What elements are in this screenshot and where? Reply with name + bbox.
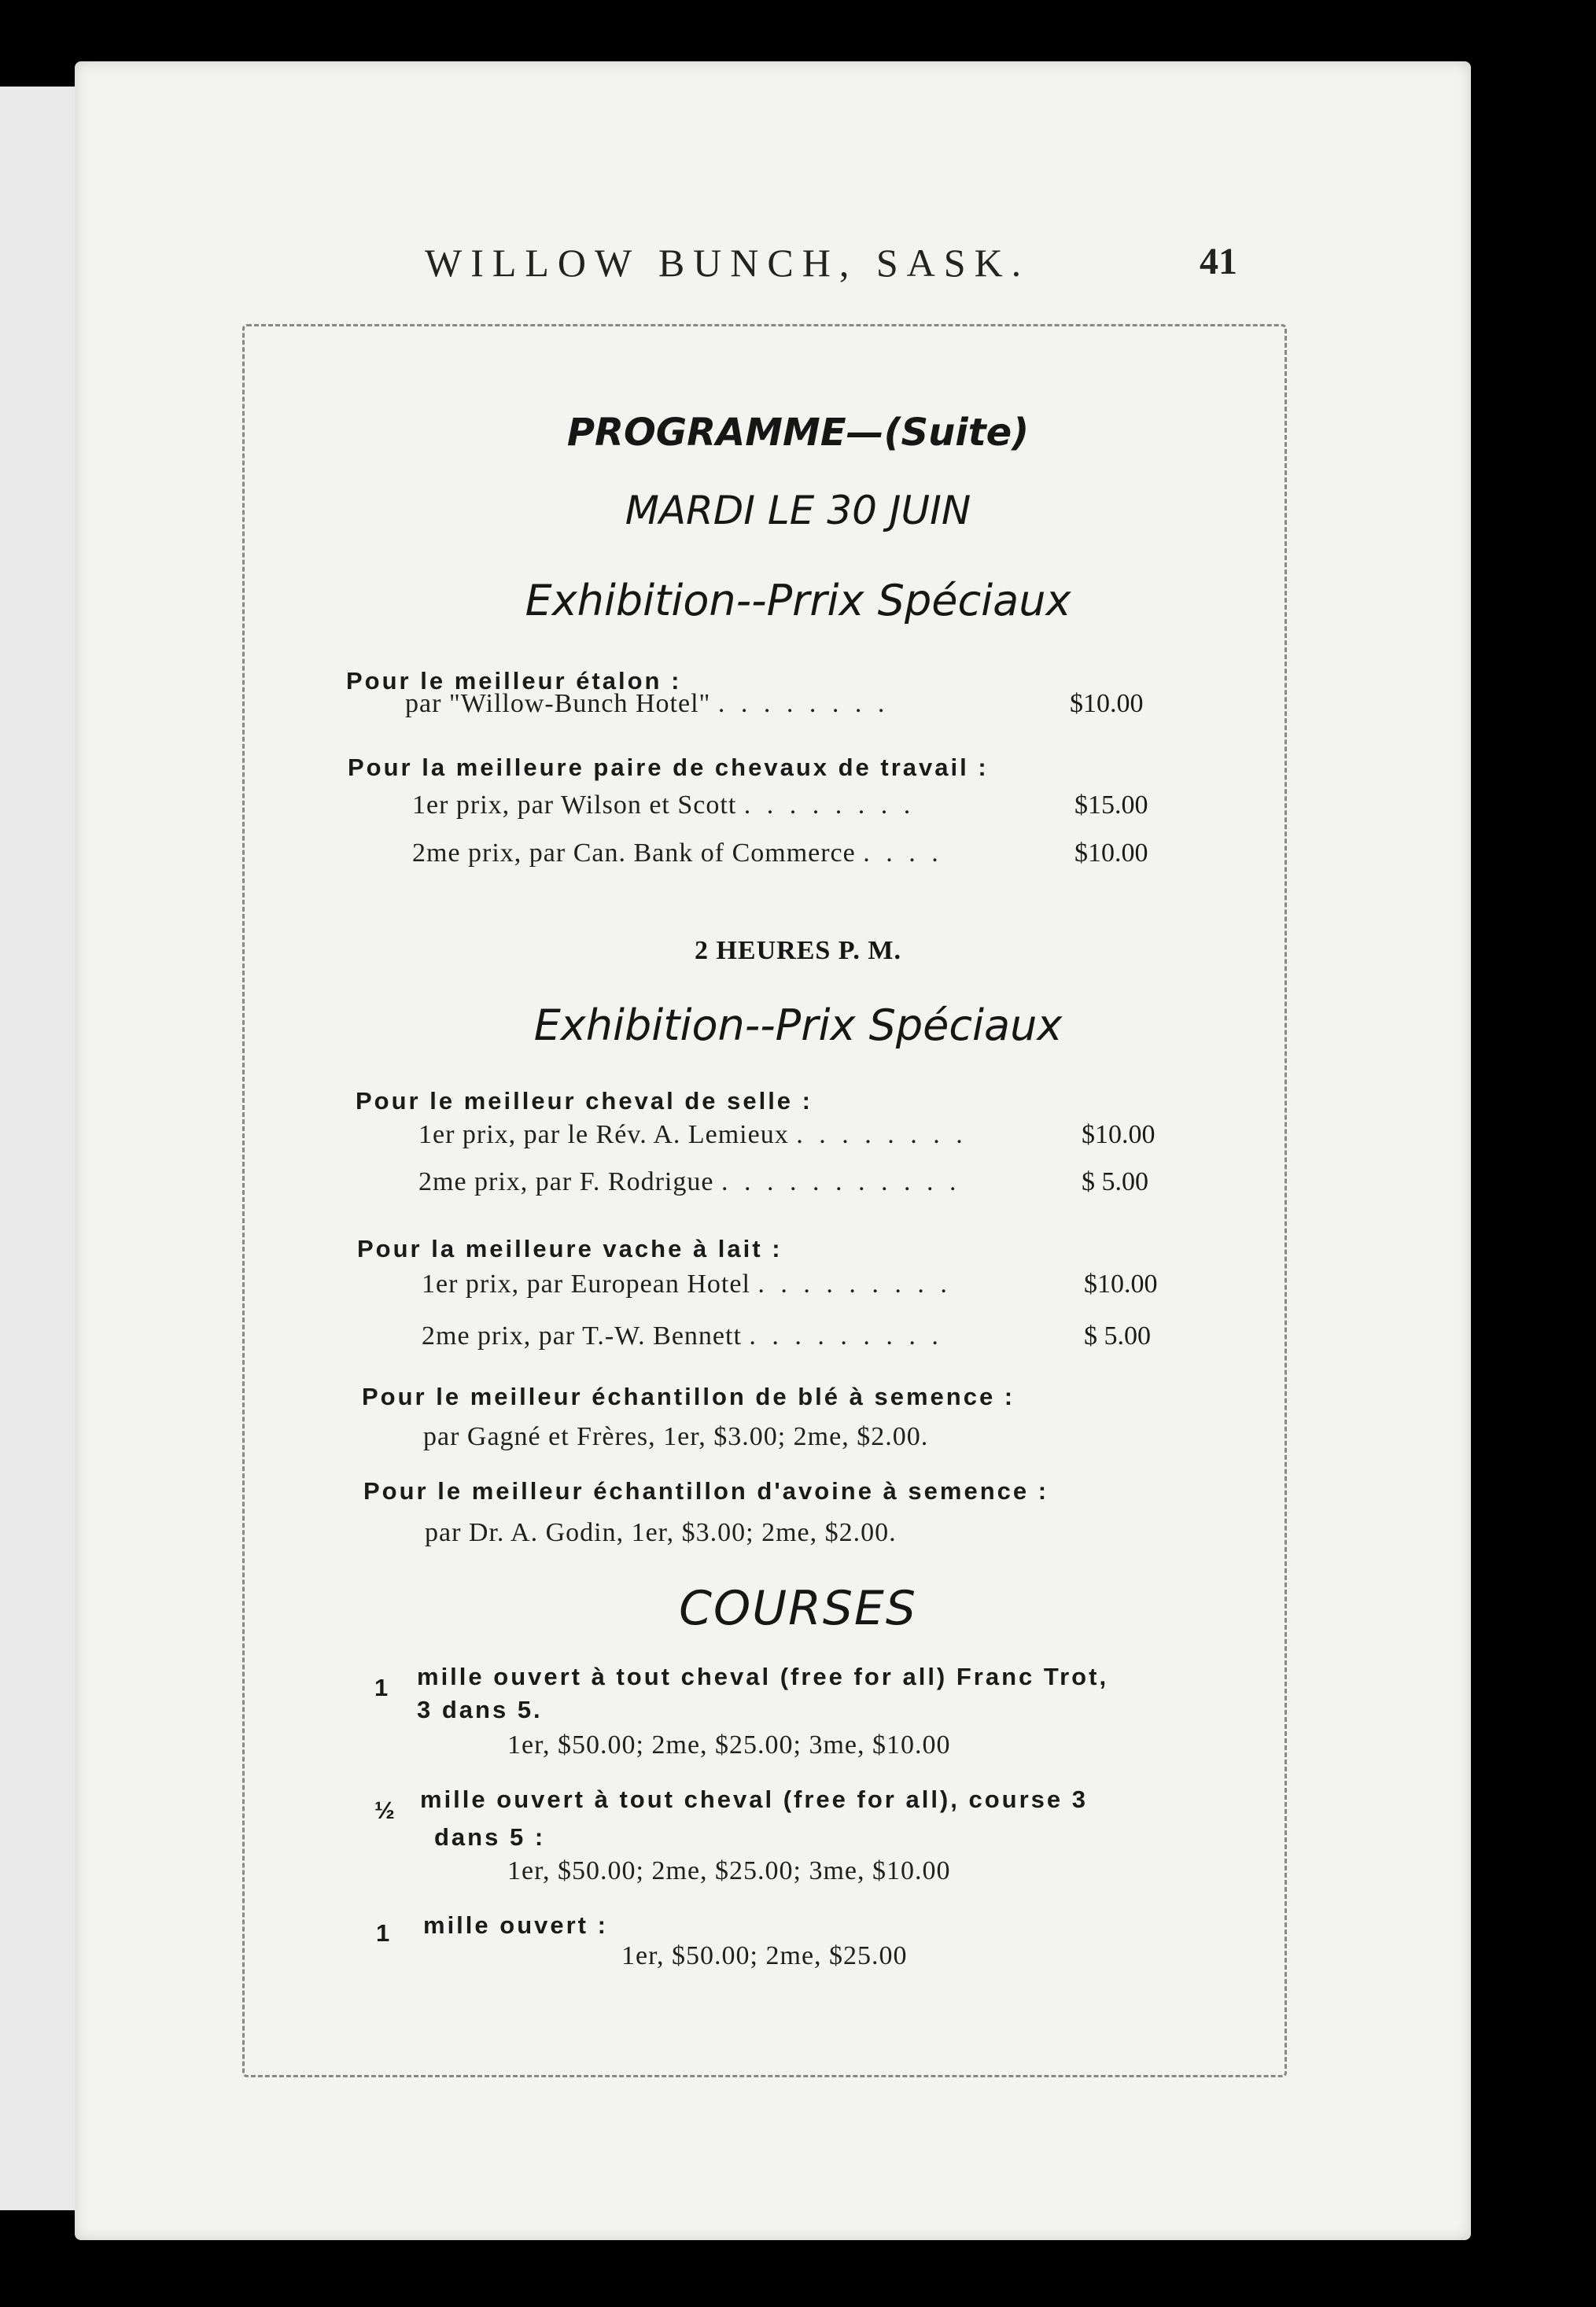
race-number: 1 xyxy=(376,1919,390,1947)
prize-entry: 1er prix, par Wilson et Scott . . . . . . . . xyxy=(412,790,916,820)
exhibition-heading-1: Exhibition--Prrix Spéciaux xyxy=(525,576,1071,625)
race-description-cont: 3 dans 5. xyxy=(417,1696,543,1723)
exhibition-heading-2: Exhibition--Prix Spéciaux xyxy=(533,1001,1063,1050)
race-description: mille ouvert à tout cheval (free for all) Franc Trot, xyxy=(417,1663,1109,1690)
prize-entry: par "Willow-Bunch Hotel" . . . . . . . . xyxy=(405,689,890,718)
race-prizes: 1er, $50.00; 2me, $25.00 xyxy=(621,1941,908,1970)
prize-amount: $10.00 xyxy=(1084,1270,1158,1299)
prize-amount: $ 5.00 xyxy=(1084,1321,1151,1351)
date-heading: MARDI LE 30 JUIN xyxy=(625,488,971,533)
prize-entry: 2me prix, par F. Rodrigue . . . . . . . . . . . xyxy=(418,1167,961,1196)
prize-heading: Pour la meilleure paire de chevaux de travail : xyxy=(348,754,989,781)
prize-heading: Pour le meilleur échantillon de blé à semence : xyxy=(362,1383,1015,1410)
courses-heading: COURSES xyxy=(679,1581,917,1636)
prize-amount: $ 5.00 xyxy=(1082,1167,1148,1196)
prize-amount: $10.00 xyxy=(1082,1120,1156,1149)
time-heading: 2 HEURES P. M. xyxy=(694,936,902,965)
race-description-cont: dans 5 : xyxy=(434,1823,546,1851)
prize-amount: $15.00 xyxy=(1074,790,1148,820)
prize-amount: $10.00 xyxy=(1070,689,1144,718)
prize-heading: Pour le meilleur cheval de selle : xyxy=(356,1087,813,1115)
prize-heading: Pour le meilleur étalon : xyxy=(346,667,682,695)
prize-detail: par Gagné et Frères, 1er, $3.00; 2me, $2.00. xyxy=(423,1422,929,1451)
prize-heading: Pour la meilleure vache à lait : xyxy=(357,1235,783,1262)
prize-entry: 2me prix, par T.-W. Bennett . . . . . . . . . xyxy=(422,1321,943,1351)
race-description: mille ouvert à tout cheval (free for all), course 3 xyxy=(420,1786,1088,1813)
race-number: 1 xyxy=(374,1674,389,1701)
race-prizes: 1er, $50.00; 2me, $25.00; 3me, $10.00 xyxy=(507,1730,951,1760)
running-head: WILLOW BUNCH, SASK. xyxy=(425,241,1030,285)
prize-entry: 1er prix, par European Hotel . . . . . . . . . xyxy=(422,1270,952,1299)
prize-amount: $10.00 xyxy=(1074,838,1148,868)
prize-entry: 1er prix, par le Rév. A. Lemieux . . . . . . . . xyxy=(418,1120,968,1149)
race-number: ½ xyxy=(374,1797,395,1824)
programme-title: PROGRAMME—(Suite) xyxy=(566,411,1030,455)
prize-heading: Pour le meilleur échantillon d'avoine à semence : xyxy=(363,1477,1049,1505)
race-prizes: 1er, $50.00; 2me, $25.00; 3me, $10.00 xyxy=(507,1856,951,1885)
page-number: 41 xyxy=(1200,241,1237,282)
prize-detail: par Dr. A. Godin, 1er, $3.00; 2me, $2.00. xyxy=(425,1518,897,1547)
prize-entry: 2me prix, par Can. Bank of Commerce . . . . xyxy=(412,838,943,868)
race-description: mille ouvert : xyxy=(423,1911,608,1939)
